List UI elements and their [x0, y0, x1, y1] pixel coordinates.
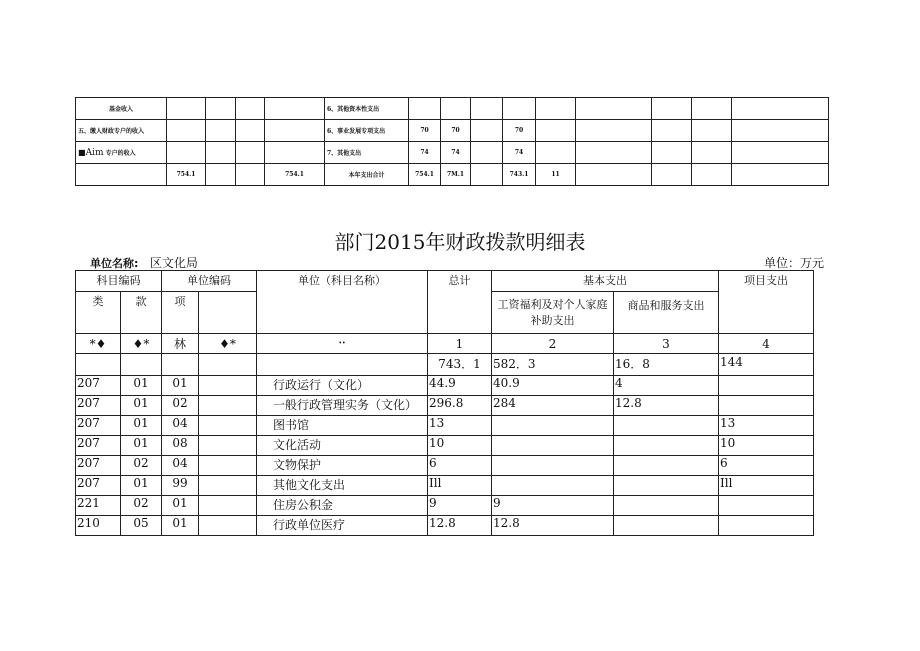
- cell-lei: 207: [76, 456, 121, 476]
- top-cell: 754.1: [167, 164, 206, 186]
- cell-project: 13: [719, 416, 814, 436]
- cell-total: 44.9: [428, 376, 492, 396]
- top-cell: 基金收入: [76, 98, 167, 120]
- top-cell: [576, 98, 652, 120]
- index-cell: ♦*: [199, 334, 257, 354]
- cell-kuan: 05: [121, 516, 162, 536]
- cell-salary: [492, 456, 614, 476]
- top-cell: [732, 164, 829, 186]
- cell-unit-code: [199, 456, 257, 476]
- top-cell: [503, 98, 536, 120]
- header-project-expense: 项目支出: [719, 271, 814, 334]
- unit-measure: 单位：万元: [763, 256, 824, 270]
- cell-subject-name: 行政单位医疗: [257, 516, 428, 536]
- cell-unit-code: [199, 476, 257, 496]
- cell-project: [719, 496, 814, 516]
- top-cell: [206, 120, 236, 142]
- cell-xiang: 08: [162, 436, 199, 456]
- cell-project: [719, 516, 814, 536]
- header-salary: 工资福利及对个人家庭补助支出: [492, 292, 614, 334]
- cell-kuan: 02: [121, 496, 162, 516]
- sum-cell: [199, 354, 257, 376]
- cell-goods: [614, 456, 719, 476]
- sum-cell: [76, 354, 121, 376]
- cell-salary: [492, 476, 614, 496]
- table-row: [76, 436, 814, 456]
- cell-goods: [614, 516, 719, 536]
- cell-unit-code: [199, 516, 257, 536]
- cell-salary: [492, 416, 614, 436]
- cell-lei: 207: [76, 416, 121, 436]
- top-cell: [236, 142, 265, 164]
- cell-salary: 40.9: [492, 376, 614, 396]
- top-cell: [471, 98, 503, 120]
- appropriation-detail-table: [75, 270, 814, 536]
- cell-kuan: 01: [121, 376, 162, 396]
- header-subject-code: 科目编码: [76, 271, 162, 292]
- top-cell: [206, 98, 236, 120]
- cell-unit-code: [199, 376, 257, 396]
- top-cell: [236, 98, 265, 120]
- top-cell: [536, 98, 576, 120]
- top-cell: [471, 164, 503, 186]
- cell-subject-name: 一般行政管理实务（文化）: [257, 396, 428, 416]
- header-basic-expense: 基本支出: [492, 271, 719, 292]
- cell-subject-name: 文化活动: [257, 436, 428, 456]
- cell-project: Ill: [719, 476, 814, 496]
- unit-name-key: 单位名称:: [90, 257, 139, 270]
- cell-total: 10: [428, 436, 492, 456]
- header-goods-services: 商品和服务支出: [614, 292, 719, 334]
- cell-project: [719, 376, 814, 396]
- cell-project: [719, 396, 814, 416]
- cell-lei: 207: [76, 436, 121, 456]
- top-cell: [692, 120, 732, 142]
- top-cell: [471, 142, 503, 164]
- cell-goods: [614, 436, 719, 456]
- top-cell: 743.1: [503, 164, 536, 186]
- cell-subject-name: 住房公积金: [257, 496, 428, 516]
- top-cell: 7、其他支出: [325, 142, 409, 164]
- top-cell: [76, 142, 167, 164]
- table-row: [76, 396, 814, 416]
- cell-xiang: 04: [162, 456, 199, 476]
- top-cell: 11: [536, 164, 576, 186]
- index-cell: 1: [428, 334, 492, 354]
- cell-xiang: 01: [162, 496, 199, 516]
- header-xiang: 项: [162, 292, 199, 334]
- header-unit-code: 单位编码: [162, 271, 257, 292]
- table-row: [76, 496, 814, 516]
- top-partial-table: [75, 97, 829, 186]
- top-cell: 70: [503, 120, 536, 142]
- cell-lei: 221: [76, 496, 121, 516]
- cell-goods: [614, 416, 719, 436]
- top-cell: [471, 120, 503, 142]
- top-cell: [732, 120, 829, 142]
- top-cell: [576, 164, 652, 186]
- page-title: 部门2015年财政拨款明细表: [334, 230, 586, 254]
- table-row: [76, 516, 814, 536]
- cell-lei: 207: [76, 476, 121, 496]
- index-cell: 4: [719, 334, 814, 354]
- top-cell: [732, 98, 829, 120]
- sum-cell: [121, 354, 162, 376]
- cell-salary: [492, 436, 614, 456]
- top-cell: 6、事业发展专项支出: [325, 120, 409, 142]
- header-lei: 类: [76, 292, 121, 334]
- cell-project: 6: [719, 456, 814, 476]
- data-rows: [76, 376, 814, 536]
- top-cell: 754.1: [265, 164, 325, 186]
- top-cell: [732, 142, 829, 164]
- top-cell: 74: [441, 142, 471, 164]
- unit-name: [90, 254, 198, 271]
- cell-goods: 4: [614, 376, 719, 396]
- top-cell: 五、缴人财政专户的收入: [76, 120, 167, 142]
- top-cell: [265, 120, 325, 142]
- top-cell: 本年支出合计: [325, 164, 409, 186]
- index-cell: 3: [614, 334, 719, 354]
- cell-unit-code: [199, 496, 257, 516]
- cell-xiang: 01: [162, 516, 199, 536]
- top-cell: [576, 142, 652, 164]
- top-cell: [576, 120, 652, 142]
- top-cell: [167, 98, 206, 120]
- sum-salary: 582．3: [492, 354, 614, 376]
- cell-kuan: 01: [121, 416, 162, 436]
- top-cell: [265, 142, 325, 164]
- cell-goods: 12.8: [614, 396, 719, 416]
- cell-lei: 207: [76, 376, 121, 396]
- sum-cell: [162, 354, 199, 376]
- cell-kuan: 02: [121, 456, 162, 476]
- index-cell: ♦*: [121, 334, 162, 354]
- table-row: [76, 416, 814, 436]
- top-cell: [76, 164, 167, 186]
- top-cell: [536, 142, 576, 164]
- top-row: [76, 120, 829, 142]
- header-unit-blank: [199, 292, 257, 334]
- cell-subject-name: 文物保护: [257, 456, 428, 476]
- table-row: [76, 376, 814, 396]
- cell-unit-code: [199, 416, 257, 436]
- top-cell: 7M.1: [441, 164, 471, 186]
- cell-kuan: 01: [121, 396, 162, 416]
- cell-kuan: 01: [121, 476, 162, 496]
- top-cell: [652, 142, 692, 164]
- top-cell: 70: [409, 120, 441, 142]
- header-row: [76, 271, 814, 292]
- top-cell: [652, 120, 692, 142]
- cell-subject-name: 其他文化支出: [257, 476, 428, 496]
- sum-goods: 16．8: [614, 354, 719, 376]
- cell-project: 10: [719, 436, 814, 456]
- top-row: [76, 98, 829, 120]
- cell-salary: 284: [492, 396, 614, 416]
- table-row: [76, 476, 814, 496]
- index-row: [76, 334, 814, 354]
- cell-subject-name: 图书馆: [257, 416, 428, 436]
- index-cell: *♦: [76, 334, 121, 354]
- sum-project: 144: [719, 354, 814, 376]
- index-cell: ••: [257, 334, 428, 354]
- top-row: [76, 142, 829, 164]
- header-kuan: 款: [121, 292, 162, 334]
- top-cell: 74: [409, 142, 441, 164]
- top-cell: [652, 98, 692, 120]
- cell-salary: 9: [492, 496, 614, 516]
- top-cell: [236, 120, 265, 142]
- top-cell: 74: [503, 142, 536, 164]
- top-cell: [167, 142, 206, 164]
- top-cell: [692, 98, 732, 120]
- square-bullet-icon: ■: [78, 147, 86, 157]
- cell-total: 6: [428, 456, 492, 476]
- top-cell: [236, 164, 265, 186]
- top-cell-aim: Aim: [85, 148, 104, 158]
- index-cell: 2: [492, 334, 614, 354]
- top-cell: [409, 98, 441, 120]
- cell-goods: [614, 476, 719, 496]
- top-cell: 6、其他资本性支出: [325, 98, 409, 120]
- cell-unit-code: [199, 436, 257, 456]
- sum-row: [76, 354, 814, 376]
- top-cell: [206, 142, 236, 164]
- cell-total: 296.8: [428, 396, 492, 416]
- cell-xiang: 02: [162, 396, 199, 416]
- table-row: [76, 456, 814, 476]
- cell-total: 13: [428, 416, 492, 436]
- top-cell: 70: [441, 120, 471, 142]
- header-total: 总计: [428, 271, 492, 334]
- unit-name-value: 区文化局: [149, 256, 198, 270]
- cell-lei: 207: [76, 396, 121, 416]
- sum-total: 743．1: [428, 354, 492, 376]
- top-cell-rest: 专户的收入: [105, 150, 136, 157]
- cell-total: 12.8: [428, 516, 492, 536]
- index-cell: 林: [162, 334, 199, 354]
- top-cell: [536, 120, 576, 142]
- cell-lei: 210: [76, 516, 121, 536]
- cell-xiang: 01: [162, 376, 199, 396]
- top-cell: [167, 120, 206, 142]
- top-cell: [692, 164, 732, 186]
- cell-xiang: 99: [162, 476, 199, 496]
- cell-xiang: 04: [162, 416, 199, 436]
- cell-goods: [614, 496, 719, 516]
- top-cell: [265, 98, 325, 120]
- top-cell: [652, 164, 692, 186]
- top-cell: [692, 142, 732, 164]
- header-unit-subject-name: 单位（科目名称）: [257, 271, 428, 334]
- cell-kuan: 01: [121, 436, 162, 456]
- top-cell: [206, 164, 236, 186]
- top-row: [76, 164, 829, 186]
- cell-salary: 12.8: [492, 516, 614, 536]
- cell-subject-name: 行政运行（文化）: [257, 376, 428, 396]
- cell-total: 9: [428, 496, 492, 516]
- top-cell: 754.1: [409, 164, 441, 186]
- sum-cell: [257, 354, 428, 376]
- cell-total: Ill: [428, 476, 492, 496]
- cell-unit-code: [199, 396, 257, 416]
- top-cell: [441, 98, 471, 120]
